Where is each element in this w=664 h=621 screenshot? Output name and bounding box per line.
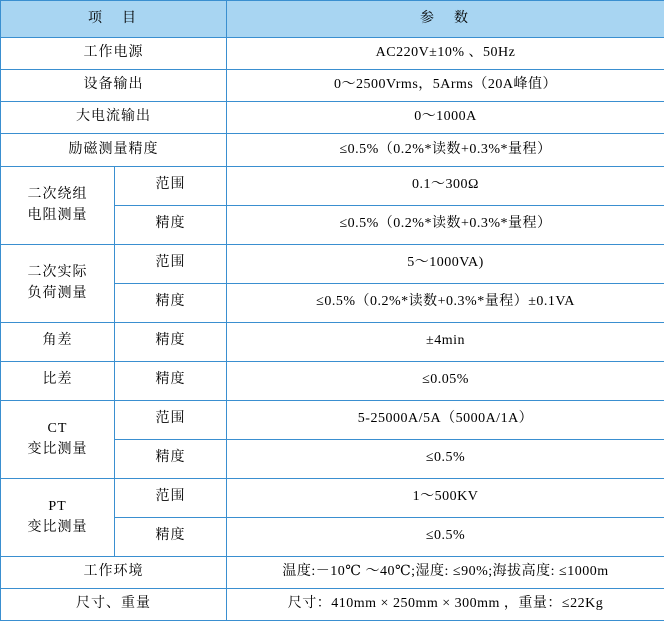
row-label-line2: 变比测量 xyxy=(27,520,88,536)
table-row xyxy=(1,134,664,166)
row-label-group xyxy=(1,400,115,478)
table-row xyxy=(1,588,664,620)
table-row xyxy=(1,166,664,205)
row-value: ≤0.5%（0.2%*读数+0.3%*量程） xyxy=(227,134,664,166)
row-value: ±4min xyxy=(227,322,664,361)
column-header-parameter: 参 数 xyxy=(227,1,664,38)
row-sub-label: 范围 xyxy=(115,166,227,205)
table-row xyxy=(1,322,664,361)
row-label: 设备输出 xyxy=(1,70,227,102)
row-value: 0.1～300Ω xyxy=(227,166,664,205)
row-label-group xyxy=(1,478,115,556)
row-value: 0～2500Vrms，5Arms（20A峰值） xyxy=(227,70,664,102)
row-value: 0～1000A xyxy=(227,102,664,134)
row-sub-label: 精度 xyxy=(115,361,227,400)
row-value: ≤0.5% xyxy=(227,517,664,556)
row-label: 大电流输出 xyxy=(1,102,227,134)
row-sub-label: 精度 xyxy=(115,205,227,244)
row-label-group xyxy=(1,244,115,322)
row-label-line1: 二次实际 xyxy=(27,265,88,281)
row-value: 5-25000A/5A（5000A/1A） xyxy=(227,400,664,439)
row-label-line2: 负荷测量 xyxy=(27,286,88,302)
row-value: ≤0.5% xyxy=(227,439,664,478)
table-row xyxy=(1,478,664,517)
row-value: 尺寸：410mm × 250mm × 300mm ，重量：≤22Kg xyxy=(227,588,664,620)
row-sub-label: 范围 xyxy=(115,244,227,283)
table-row xyxy=(1,244,664,283)
row-label-line1: CT xyxy=(47,421,68,437)
row-sub-label: 范围 xyxy=(115,478,227,517)
row-label-line1: 二次绕组 xyxy=(27,187,88,203)
row-label: 励磁测量精度 xyxy=(1,134,227,166)
row-label: 工作环境 xyxy=(1,556,227,588)
table-row xyxy=(1,102,664,134)
row-value: AC220V±10% 、50Hz xyxy=(227,38,664,70)
table-row xyxy=(1,38,664,70)
row-sub-label: 精度 xyxy=(115,283,227,322)
column-header-item: 项 目 xyxy=(1,1,227,38)
row-label-line2: 电阻测量 xyxy=(27,208,88,224)
row-sub-label: 精度 xyxy=(115,322,227,361)
table-row xyxy=(1,361,664,400)
row-value: 5～1000VA) xyxy=(227,244,664,283)
row-value: ≤0.05% xyxy=(227,361,664,400)
row-label: 尺寸、重量 xyxy=(1,588,227,620)
row-label: 比差 xyxy=(1,361,115,400)
row-value: ≤0.5%（0.2%*读数+0.3%*量程） xyxy=(227,205,664,244)
row-sub-label: 范围 xyxy=(115,400,227,439)
row-value: 1～500KV xyxy=(227,478,664,517)
row-value: 温度:－10℃ ～40℃;湿度: ≤90%;海拔高度: ≤1000m xyxy=(227,556,664,588)
row-sub-label: 精度 xyxy=(115,517,227,556)
row-label-line2: 变比测量 xyxy=(27,442,88,458)
row-label: 工作电源 xyxy=(1,38,227,70)
row-label-line1: PT xyxy=(48,499,67,515)
table-row xyxy=(1,400,664,439)
table-header-row xyxy=(1,1,664,38)
row-value: ≤0.5%（0.2%*读数+0.3%*量程）±0.1VA xyxy=(227,283,664,322)
row-sub-label: 精度 xyxy=(115,439,227,478)
table-row xyxy=(1,556,664,588)
row-label: 角差 xyxy=(1,322,115,361)
row-label-group xyxy=(1,166,115,244)
table-row xyxy=(1,70,664,102)
